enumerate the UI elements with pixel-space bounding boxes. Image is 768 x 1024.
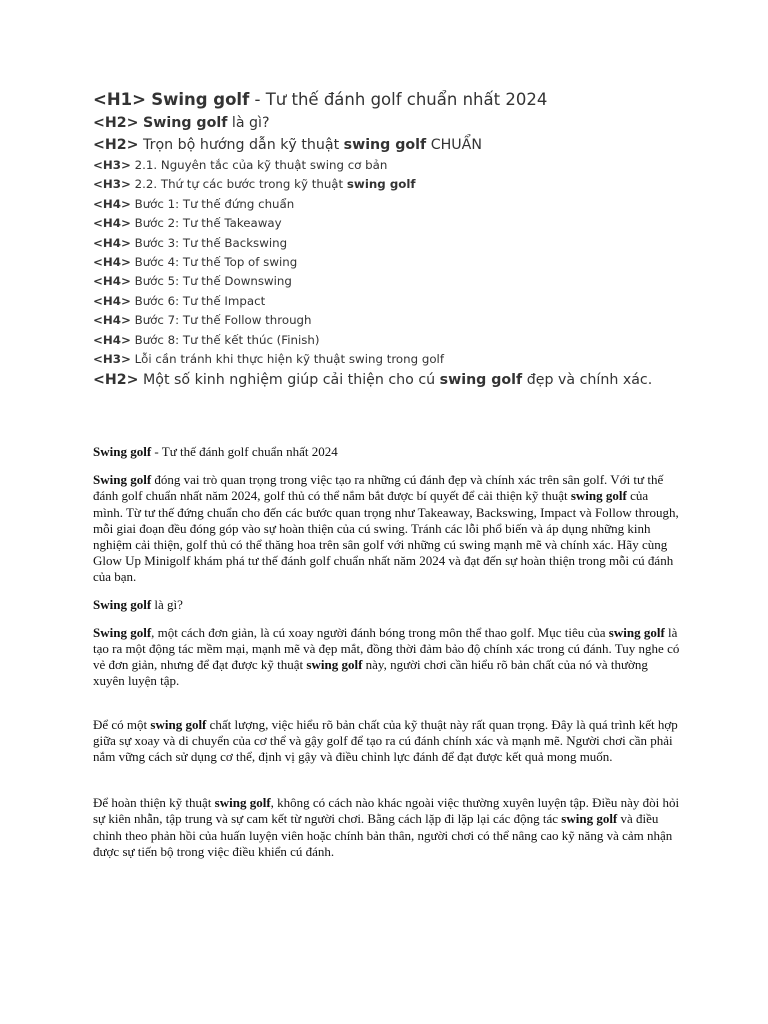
heading-tag: <H4>: [93, 274, 131, 289]
paragraph-definition: [93, 625, 681, 690]
outline-h2-line: [93, 134, 733, 156]
keyword: Swing golf: [93, 472, 152, 488]
outline-h4-line: [93, 234, 733, 253]
paragraph-text: , một cách đơn giản, là cú xoay người đánh bóng trong môn thể thao golf. Mục tiêu của: [151, 624, 609, 640]
outline-text: Bước 4: Tư thế Top of swing: [130, 255, 298, 270]
keyword: swing golf: [306, 657, 363, 673]
outline-keyword: swing golf: [346, 177, 416, 192]
outline-h3-line: [93, 175, 733, 194]
paragraph-quality: [93, 717, 681, 766]
article-title: [93, 444, 681, 460]
article-body: [93, 444, 681, 860]
heading-outline: [93, 88, 733, 391]
paragraph-text: của mình. Từ tư thế đứng chuẩn cho đến các bước quan trọng như Takeaway, Backswing, Impact và Follow through, mỗi giai đoạn đều đóng góp vào sự hoàn thiện của cú swing. Tránh các lỗi phổ biến và áp dụng những kinh nghiệm cải thiện, golf thủ có thể thăng hoa trên sân golf với những cú swing mạnh mẽ và chính xác. Hãy cùng Glow Up Minigolf khám phá tư thế đánh golf chuẩn nhất năm 2024 và đạt đến sự hoàn thiện trong mỗi cú đánh của bạn.: [93, 488, 679, 585]
outline-h4-line: [93, 311, 733, 330]
paragraph-practice: [93, 795, 681, 860]
paragraph-text: là tạo ra một động tác mềm mại, mạnh mẽ và đẹp mắt, đồng thời đảm bảo độ chính xác trong cú đánh. Tuy nghe có vẻ đơn giản, nhưng để đạt được kỹ thuật: [93, 624, 680, 673]
paragraph-text: và điều chỉnh theo phản hồi của huấn luyện viên hoặc chính bản thân, người chơi có thể nâng cao kỹ năng và cảm nhận được sự tiến bộ trong việc điều khiển cú đánh.: [93, 811, 673, 859]
article-title-text: - Tư thế đánh golf chuẩn nhất 2024: [151, 444, 338, 459]
article-title-keyword: Swing golf: [93, 444, 152, 459]
outline-keyword: swing golf: [343, 137, 427, 153]
outline-text: Bước 6: Tư thế Impact: [130, 293, 266, 308]
heading-tag: <H4>: [93, 235, 131, 250]
keyword: swing golf: [561, 811, 618, 827]
keyword: Swing golf: [93, 624, 152, 640]
paragraph-text: Để hoàn thiện kỹ thuật: [93, 795, 215, 811]
outline-h4-line: [93, 272, 733, 291]
outline-h4-line: [93, 292, 733, 311]
paragraph-text: , không có cách nào khác ngoài việc thường xuyên luyện tập. Điều này đòi hỏi sự kiên nhẫn, tập trung và sự cam kết từ người chơi. Bằng cách lặp đi lặp lại các động tác: [93, 795, 680, 827]
outline-text: Trọn bộ hướng dẫn kỹ thuật: [138, 137, 344, 153]
outline-text: 2.1. Nguyên tắc của kỹ thuật swing cơ bản: [130, 158, 388, 172]
section-heading: [93, 597, 681, 613]
outline-h3-line: [93, 350, 733, 369]
outline-text: Bước 8: Tư thế kết thúc (Finish): [130, 332, 320, 347]
outline-text: CHUẨN: [426, 137, 482, 153]
paragraph-text: này, người chơi cần hiểu rõ bản chất của nó và thường xuyên luyện tập.: [93, 657, 648, 689]
paragraph-text: Để có một: [93, 716, 151, 732]
outline-h1-line: [93, 88, 733, 112]
outline-h2-line: [93, 112, 733, 134]
heading-tag: <H3>: [93, 177, 131, 192]
heading-tag: <H1>: [93, 90, 146, 109]
outline-text: - Tư thế đánh golf chuẩn nhất 2024: [249, 90, 548, 109]
heading-tag: <H4>: [93, 313, 131, 328]
heading-tag: <H3>: [93, 352, 131, 367]
keyword: swing golf: [608, 624, 665, 640]
outline-text: Lỗi cần tránh khi thực hiện kỹ thuật swing trong golf: [130, 352, 444, 367]
outline-h4-line: [93, 331, 733, 350]
outline-h2-line: [93, 369, 733, 391]
section-heading-keyword: Swing golf: [93, 596, 152, 612]
heading-tag: <H2>: [93, 372, 139, 389]
outline-h3-line: [93, 156, 733, 175]
heading-tag: <H4>: [93, 332, 131, 347]
outline-text: Bước 2: Tư thế Takeaway: [130, 216, 282, 231]
heading-tag: <H4>: [93, 196, 131, 211]
outline-text: Một số kinh nghiệm giúp cải thiện cho cú: [138, 372, 440, 389]
outline-text: đẹp và chính xác.: [522, 372, 653, 389]
heading-tag: <H3>: [93, 158, 131, 172]
outline-text: Bước 3: Tư thế Backswing: [130, 235, 288, 250]
outline-h4-line: [93, 253, 733, 272]
outline-text: Bước 1: Tư thế đứng chuẩn: [130, 196, 295, 211]
heading-tag: <H4>: [93, 255, 131, 270]
paragraph-text: đóng vai trò quan trọng trong việc tạo ra những cú đánh đẹp và chính xác trên sân golf. Với tư thế đánh golf chuẩn nhất năm 2024, golf thủ có thể nắm bắt được bí quyết để cải thiện kỹ thuật: [93, 472, 664, 504]
heading-tag: <H2>: [93, 137, 139, 153]
outline-text: là gì?: [227, 115, 270, 131]
outline-text: Bước 5: Tư thế Downswing: [130, 274, 292, 289]
section-heading-text: là gì?: [151, 596, 183, 612]
intro-paragraph: [93, 472, 681, 585]
outline-text: 2.2. Thứ tự các bước trong kỹ thuật: [130, 177, 347, 192]
heading-tag: <H4>: [93, 216, 131, 231]
heading-tag: <H2>: [93, 115, 139, 131]
heading-tag: <H4>: [93, 293, 131, 308]
keyword: swing golf: [150, 716, 207, 732]
outline-text: Bước 7: Tư thế Follow through: [130, 313, 312, 328]
outline-keyword: swing golf: [439, 372, 523, 389]
paragraph-text: chất lượng, việc hiểu rõ bản chất của kỹ thuật này rất quan trọng. Đây là quá trình kết hợp giữa sự xoay và di chuyển của cơ thể và gậy golf để tạo ra cú đánh chính xác và mạnh mẽ. Người chơi cần phải nắm vững cách sử dụng cơ thể, định vị gậy và điều chỉnh lực đánh để đạt được kết quả mong muốn.: [93, 716, 678, 765]
keyword: swing golf: [214, 795, 271, 811]
outline-h4-line: [93, 195, 733, 214]
outline-h4-line: [93, 214, 733, 233]
outline-keyword: Swing golf: [151, 90, 250, 109]
outline-keyword: Swing golf: [143, 115, 228, 131]
keyword: swing golf: [570, 488, 627, 504]
